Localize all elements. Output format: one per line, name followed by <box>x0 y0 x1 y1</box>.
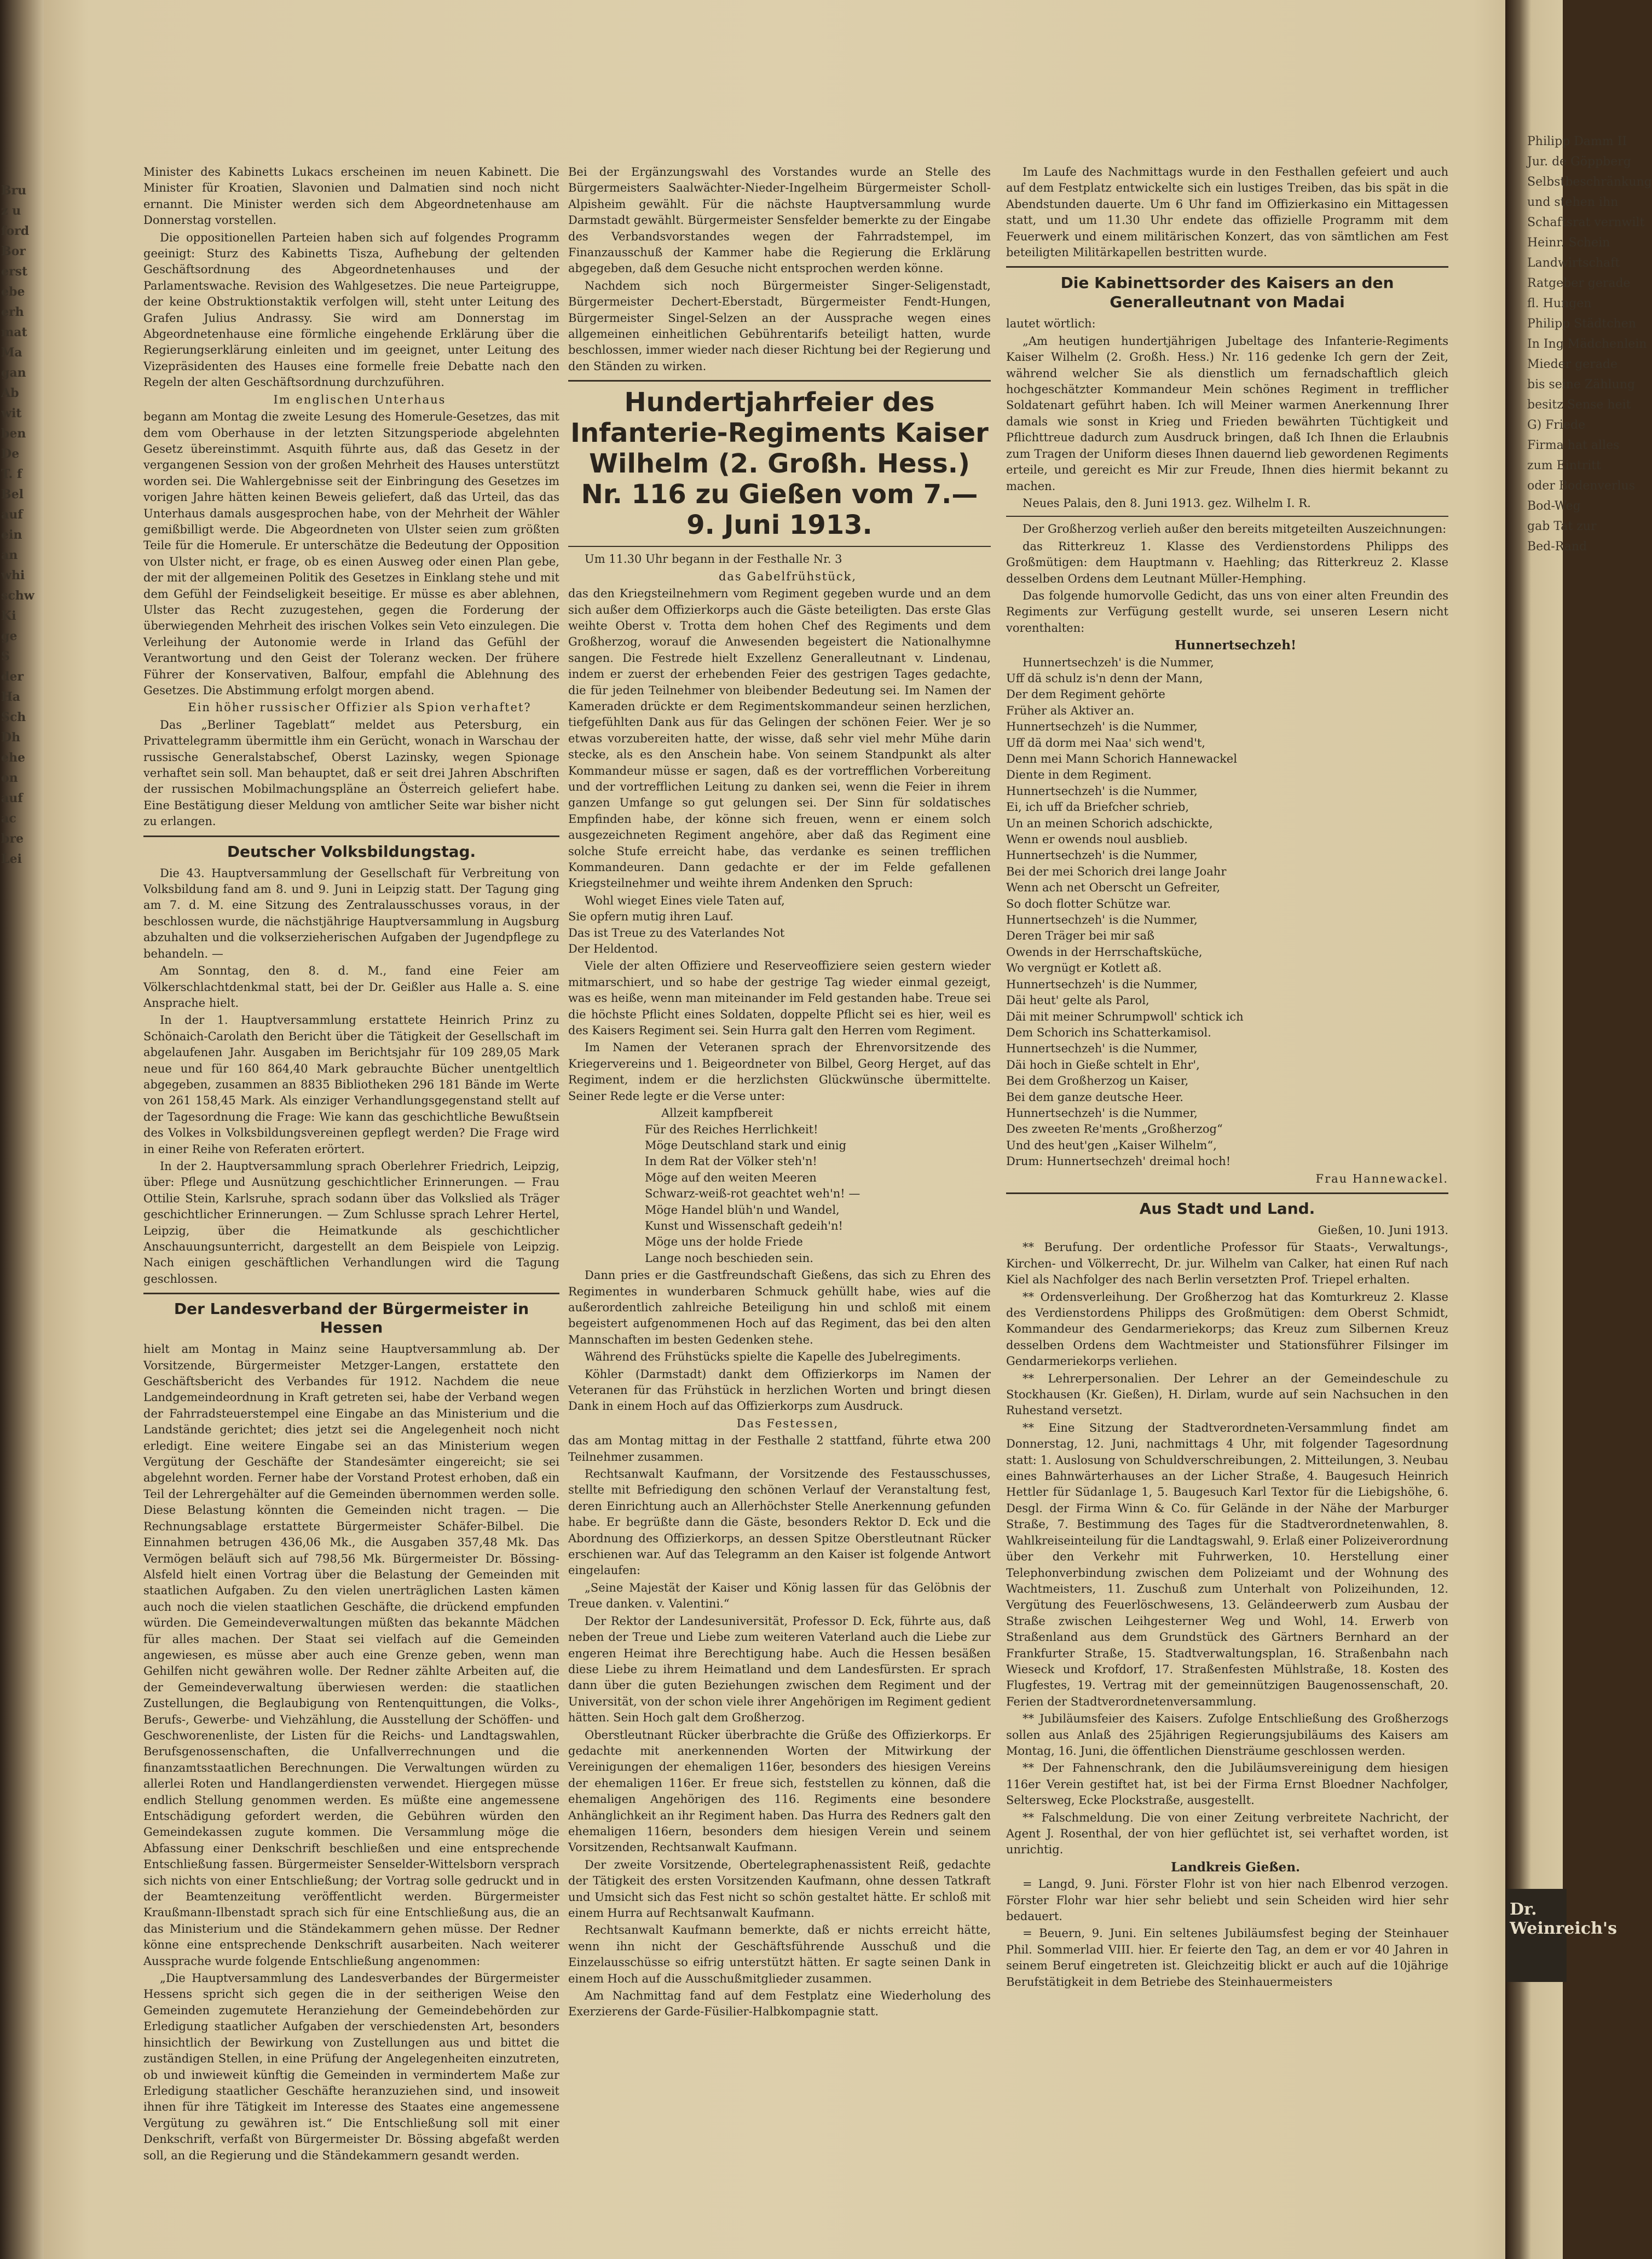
subheading-english-house: Im englischen Unterhaus <box>273 393 446 406</box>
paragraph-gedicht-intro: Das folgende humorvolle Gedicht, das uns von einer alten Freundin des Regiments zur Verfügung gestellt wurde, sei unseren Lesern nicht vorenthalten: <box>1006 589 1448 635</box>
previous-page-edge <box>0 0 44 2259</box>
gutter-fragment: oder Bodenverlus <box>1527 479 1636 493</box>
paragraph-election: Bei der Ergänzungswahl des Vorstandes wurde an Stelle des Bürgermeisters Saalwächter-Nieder-Ingelheim Bürgermeister Scholl-Alpisheim gewählt. Für die nächste Hauptversammlung wurde Darmstadt gewählt. Bürgermeister Sensfelder bemerkte zu der Eingabe des Verbandsvorstandes wegen der Fahrradstempel, im Finanzausschuß der Kammer habe die Regierung die Erklärung abgegeben, daß dem Gesuche nicht entsprochen werden könne. <box>568 165 991 275</box>
margin-fragment: S <box>1 649 10 664</box>
gutter-fragment: bis seine Zählung <box>1527 378 1635 391</box>
gutter-fragment: Landwirtschaft <box>1527 256 1620 270</box>
paragraph-nachmittag: Am Nachmittag fand auf dem Festplatz eine Wiederholung des Exerzierens der Garde-Füsilier-Halbkompagnie statt. <box>568 1989 991 2019</box>
previous-page-text-fragments <box>1 181 39 869</box>
paragraph-festrede: das den Kriegsteilnehmern vom Regiment gegeben wurde und an dem sich außer dem Offizierkorps auch die Gäste beteiligten. Das erste Glas weihte Oberst v. Trotta dem hohen Chef des Regiments und dem Großherzog, worauf die Anwesenden begeistert die Nationalhymne sangen. Die Festrede hielt Exzellenz Generalleutnant v. Lindenau, indem er zuerst der erhebenden Feier des gestrigen Tages gedachte, die für jeden Teilnehmer von bleibender Bedeutung sei. Im Namen der Kameraden drückte er dem Regimentskommandeur seinen herzlichen, tiefgefühlten Dank aus für das Gelingen der schönen Feier. Wer je so etwas vorzubereiten hatte, der wisse, daß sehr viel mehr Mühe darin stecke, als es den Anschein habe. Von seinem Standpunkt als alter Kommandeur müsse er sagen, daß es der vortrefflichen Vorbereitung und der vortrefflichen Leitung zu danken sei, wenn die Feier in ihrem ganzen Umfange so gut gelungen sei. Der Sinn für soldatisches Empfinden habe, der könne sich freuen, wenn er einem solch ausgezeichneten Regiment angehöre, aber daß das Regiment eine solche Stufe erreicht habe, das verdanke es seinen trefflichen Kommandeuren. Dann gedachte er der im Felde gefallenen Kriegsteilnehmer und weihte ihrem Andenken den Spruch: <box>568 587 991 890</box>
paragraph-gastfreundschaft: Dann pries er die Gastfreundschaft Gießens, das sich zu Ehren des Regimentes in wunderbaren Schmuck gehüllt habe, wies auf die außerordentlich zahlreiche Beteiligung hin und schloß mit einem begeistert aufgenommenen Hoch auf das Regiment, das bei den alten Mannschaften im besten Gedenken stehe. <box>568 1269 991 1346</box>
advertisement-fragment: Dr. Weinreich's <box>1506 1889 1567 1982</box>
paragraph-ritterkreuz: das Ritterkreuz 1. Klasse des Verdienstordens Philipps des Großmütigen: dem Hauptmann v. Haehling; das Ritterkreuz 2. Klasse desselben Ordens dem Leutnant Müller-Hemphing. <box>1006 539 1448 585</box>
paragraph-kapelle: Während des Frühstücks spielte die Kapelle des Jubelregiments. <box>585 1350 961 1364</box>
column-divider <box>1006 266 1448 268</box>
paragraph-resolution: „Die Hauptversammlung des Landesverbandes der Bürgermeister Hessens spricht sich gegen die in der seitherigen Weise den Gemeinden zugemutete Heranziehung der Gemeindebehörden zur Erledigung staatlicher Aufgaben der verschiedensten Art, besonders hinsichtlich der Bewirkung von Zustellungen aus und bittet die zuständigen Stellen, in eine Prüfung der Angelegenheiten einzutreten, ob und inwieweit künftig die Gemeinden in vermindertem Maße zur Erledigung staatlicher Geschäfte heranzuziehen sind, und insoweit ihnen für ihre Tätigkeit im Interesse des Staates eine angemessene Vergütung zu gewähren ist.“ Die Entschließung soll mit einer Denkschrift, verfaßt von Bürgermeister Dr. Bössing abgefaßt werden soll, an die Regierung und die Ständekammern gesandt werden. <box>143 1972 559 2162</box>
article-continuation-cabinet: Minister des Kabinetts Lukacs erscheinen im neuen Kabinett. Die Minister für Kroatien, Slavonien und Dalmatien sind noch nicht ernannt. Die Minister werden sich dem Abgeordnetenhause am Donnerstag vorstellen. <box>143 165 559 227</box>
margin-fragment: z u <box>1 204 21 218</box>
margin-fragment: an <box>1 548 18 562</box>
paragraph-volksbildung-1: Die 43. Hauptversammlung der Gesellschaft für Verbreitung von Volksbildung fand am 8. und 9. Juni in Leipzig statt. Der Tagung ging am 7. d. M. eine Sitzung des Zentralausschusses voraus, in der beschlossen wurde, die nächstjährige Hauptversammlung in Augsburg abzuhalten und die volkserzieherischen Aufgaben der Jugendpflege zu behandeln. — <box>143 866 559 960</box>
paragraph-festhalle: Um 11.30 Uhr begann in der Festhalle Nr. 3 <box>585 552 842 566</box>
column-1 <box>143 164 559 2243</box>
margin-fragment: Bel <box>1 487 24 502</box>
paragraph-opposition: Die oppositionellen Parteien haben sich auf folgendes Programm geeinigt: Sturz des Kabinetts Tisza, Aufhebung der geltenden Geschäftsordnung des Abgeordnetenhauses und der Parlamentswache. Revision des Wahlgesetzes. Die neue Parteigruppe, der keine Obstruktionstaktik verfolgen will, steht unter Leitung des Grafen Julius Andrassy. Sie wird am Donnerstag im Abgeordnetenhause eine förmliche eingehende Erklärung über die Regierungserklärung einleiten und im geeignet, unter Leitung des Vizepräsidenten des Hauses eine formelle freie Debatte nach den Regeln der alten Geschäftsordnung durchzuführen. <box>143 230 559 389</box>
margin-fragment: ford <box>1 224 30 238</box>
margin-fragment: erh <box>1 305 24 319</box>
paragraph-homerule: begann am Montag die zweite Lesung des Homerule-Gesetzes, das mit dem vom Oberhause in der letzten Sitzungsperiode abgelehnten Gesetz übereinstimmt. Asquith führte aus, daß das Gesetz in der vergangenen Session von der großen Mehrheit des Hauses unterstützt worden sei. Die Wahlergebnisse seit der Einbringung des Gesetzes im vorigen Jahre hätten keinen Beweis geliefert, daß das Urteil, das das Unterhaus damals ausgesprochen habe, von der Mehrheit der Wähler gemißbilligt werde. Die Abgeordneten von Ulster seien zum größten Teile für die Homerule. Er unterschätze die Bedeutung der Opposition von Ulster nicht, er frage, ob es einen Ausweg oder einen Plan gebe, der mit der allgemeinen Politik des Gesetzes in Einklang stehe und mit dem Gefühl der Feindseligkeit beseitige. Er müsse es aber ablehnen, Ulster das Recht zuzugestehen, gegen die Forderung der überwiegenden Mehrheit des irischen Volkes sein Veto einzulegen. Die Verleihung der Autonomie werde in Irland das Gefühl der Verantwortung und den Geist der Toleranz wecken. Der frühere Führer der Konservativen, Balfour, empfahl die Ablehnung des Gesetzes. Die Abstimmung erfolgt morgen abend. <box>143 410 559 697</box>
column-divider <box>1006 516 1448 517</box>
paragraph-gebuehrentarif: Nachdem sich noch Bürgermeister Singer-Seligenstadt, Bürgermeister Dechert-Eberstadt, Bürgermeister Fendt-Hungen, Bürgermeister Singel-Selzen an der Aussprache wegen eines allgemeinen einheitlichen Gebührentarifs beteiligt hatten, wurde beschlossen, immer wieder nach dieser Richtung bei der Regierung und den Ständen zu wirken. <box>568 279 991 373</box>
column-2 <box>568 164 991 2243</box>
gutter-fragment: In Ing Mädchenlein <box>1527 337 1647 351</box>
verse-heldentod: Wohl wieget Eines viele Taten auf, Sie opfern mutig ihren Lauf. Das ist Treue zu des Vaterlandes Not Der Heldentod. <box>568 894 785 956</box>
gutter-fragment: Mieder gerade <box>1527 358 1618 371</box>
gutter-fragment: besitz Sense heit <box>1527 398 1631 412</box>
margin-fragment: Ki <box>1 609 16 623</box>
next-page-edge <box>1505 0 1652 2259</box>
verse-kampfbereit: Allzeit kampfbereit Für des Reiches Herrlichkeit! Möge Deutschland stark und einig In dem Rat der Völker steh'n! Möge auf den weiten Meeren Schwarz-weiß-rot geachtet weh'n! — Möge Handel blüh'n und Wandel, Kunst und Wissenschaft gedeih'n! Möge uns der holde Friede Lange noch beschieden sein. <box>645 1107 860 1265</box>
headline-stadt-und-land: Aus Stadt und Land. <box>1139 1199 1315 1218</box>
margin-fragment: schw <box>1 589 34 603</box>
paragraph-koehler: Köhler (Darmstadt) dankt dem Offizierkorps im Namen der Veteranen für das Frühstück in herzlichen Worten und bringt diesen Dank in einem Hoch auf das Offizierkorps zum Ausdruck. <box>568 1367 991 1413</box>
paragraph-buergermeister-1: hielt am Montag in Mainz seine Hauptversammlung ab. Der Vorsitzende, Bürgermeister Metzger-Langen, erstattete den Geschäftsbericht des Verbandes für 1912. Nachdem die neue Landgemeindeordnung in Kraft getreten sei, habe der Verband wegen der Fahrradsteuerstempel eine Eingabe an das Ministerium und die Landstände gerichtet; dies jetzt sei die Angelegenheit noch nicht erledigt. Eine weitere Eingabe sei an das Ministerium wegen Vergütung der Geschäfte der Standesämter eingereicht; sie sei abgelehnt worden. Ferner habe der Vorstand Protest erhoben, daß ein Teil der Lehrergehälter auf die Gemeinden übernommen werden solle. Diese Belastung könnten die Gemeinden nicht tragen. — Die Rechnungsablage erstattete Bürgermeister Schäfer-Bilbel. Die Einnahmen betrugen 436,06 Mk., die Ausgaben 357,48 Mk. Das Vermögen beläuft sich auf 798,56 Mk. Bürgermeister Dr. Bössing-Alsfeld hielt einen Vortrag über die Belastung der Gemeinden mit staatlichen Aufgaben. Zu den vielen unerträglichen Lasten kämen auch noch die vielen staatlichen Geschäfte, die drückend empfunden würden. Die Gemeindeverwaltungen müßten das bekannte Mädchen für alles machen. Der Staat sei vielfach auf die Gemeinden angewiesen, es müsse aber auch eine Grenze geben, wenn man Gehilfen nicht gewähren wolle. Der Redner zählte Arbeiten auf, die der Gemeindeverwaltung überwiesen werden: die staatlichen Zustellungen, die Beglaubigung von Rentenquittungen, die Volks-, Berufs-, Gewerbe- und Viehzählung, die Ausstellung der Schöffen- und Geschworenenliste, der Listen für die Reichs- und Landtagswahlen, Berufsgenossenschaften, die Unfallverrechnungen und die finanzamtsstaatlichen Berechnungen. Die Verwaltungen würden zu allerlei Roten und Handlangerdiensten verwendet. Hiergegen müsse endlich Stellung genommen werden. Es müßte eine angemessene Entschädigung gefordert werden, die Gebühren würden den Gemeindekassen zugute kommen. Die Versammlung möge die Abfassung einer Denkschrift beschließen und eine entsprechende Entschließung fassen. Bürgermeister Senselder-Wittelsborn versprach sich nichts von einer Entschließung; der Vortrag solle gedruckt und in der Beamtenzeitung veröffentlicht werden. Bürgermeister Kraußmann-Ilbenstadt sprach sich für eine Entschließung aus, die an das Ministerium und die Ständekammern gehen müsse. Der Redner könne eine entsprechende Denkschrift ausarbeiten. Nach weiterer Aussprache wurde folgende Entschließung angenommen: <box>143 1342 559 1968</box>
news-berufung: ** Berufung. Der ordentliche Professor für Staats-, Verwaltungs-, Kirchen- und Völkerrecht, Dr. jur. Wilhelm van Calker, hat einen Ruf nach Kiel als Nachfolger des nach Berlin versetzten Prof. Triepel erhalten. <box>1006 1241 1448 1287</box>
margin-fragment: Bor <box>1 244 26 258</box>
column-divider <box>1006 1192 1448 1194</box>
news-stadtverordneten: ** Eine Sitzung der Stadtverordneten-Versammlung findet am Donnerstag, 12. Juni, nachmittags 4 Uhr, mit folgender Tagesordnung statt: 1. Auslosung von Schuldverschreibungen, 2. Mitteilungen, 3. Neubau eines Bahnwärterhauses an der Licher Straße, 4. Baugesuch Heinrich Hettler für Südanlage 1, 5. Baugesuch Karl Textor für die Liebigshöhe, 6. Desgl. der Firma Winn & Co. für Gelände in der Nähe der Marburger Straße, 7. Bestimmung des Tages für die Stadtverordnetenwahlen, 8. Wahlkreiseinteilung für die Landtagswahl, 9. Erlaß einer Polizeiverordnung über den Verkehr mit Fuhrwerken, 10. Herstellung einer Telephonverbindung zwischen dem Polizeiamt und der Wohnung des Wachtmeisters, 11. Zuschuß zum Unterhalt von Polizeihunden, 12. Vergütung des Feuerlöschwesens, 13. Geländeerwerb zum Ausbau der Straße zwischen Leihgesterner Weg und Wohl, 14. Erwerb von Straßenland aus dem Grundstück des Gärtners Bernhard an der Frankfurter Straße, 15. Stadtverwaltungsplan, 16. Straßenbahn nach Wieseck und Krofdorf, 17. Straßenfesten Mühlstraße, 18. Kosten des Flugfestes, 19. Vertrag mit der gemeinnützigen Baugenossenschaft, 20. Ferien der Stadtverordnetenversammlung. <box>1006 1421 1448 1708</box>
paragraph-dank: Rechtsanwalt Kaufmann bemerkte, daß er nichts erreicht hätte, wenn ihn nicht der Geschäftsführende Ausschuß und die Einzelausschüsse so eifrig unterstützt hätten. Er sagte seinen Dank in einem Hoch auf die Ausschußmitglieder zusammen. <box>568 1923 991 1985</box>
margin-fragment: ge <box>1 629 18 643</box>
news-ordensverleihung: ** Ordensverleihung. Der Großherzog hat das Komturkreuz 2. Klasse des Verdienstordens Philipps des Großmütigen: dem Oberst Schmidt, Kommandeur des Gendarmeriekorps; das Kreuz zum Silbernen Kreuz desselben Ordens dem Wachtmeister und Stationsführer Filsinger im Gendarmeriekorps verliehen. <box>1006 1290 1448 1368</box>
poem-title: Hunnertsechzeh! <box>1174 638 1297 653</box>
gutter-fragment: Bed-Rand <box>1527 540 1587 554</box>
column-3 <box>1006 164 1448 2243</box>
poem-author: Frau Hannewackel. <box>1315 1172 1448 1185</box>
column-divider <box>568 380 991 382</box>
margin-fragment: der <box>1 670 24 684</box>
paragraph-order-signature: Neues Palais, den 8. Juni 1913. gez. Wilhelm I. R. <box>1023 496 1311 510</box>
paragraph-spy: Das „Berliner Tageblatt“ meldet aus Petersburg, ein Privattelegramm übermittle ihm ein Gerücht, wonach in Warschau der russische Generalstabschef, Oberst Lazinsky, wegen Spionage verhaftet sein soll. Man behauptet, daß er seit drei Jahren Abschriften der russischen Mobilmachungspläne an Österreich geliefert habe. Eine Bestätigung dieser Meldung von amtlicher Seite war bisher nicht zu erlangen. <box>143 718 559 828</box>
news-lehrerpersonalien: ** Lehrerpersonalien. Der Lehrer an der Gemeindeschule zu Stockhausen (Kr. Gießen), H. Dirlam, wurde auf sein Nachsuchen in den Ruhestand versetzt. <box>1006 1371 1448 1417</box>
margin-fragment: auf <box>1 791 23 805</box>
column-divider <box>143 835 559 837</box>
paragraph-rektor: Der Rektor der Landesuniversität, Professor D. Eck, führte aus, daß neben der Treue und Liebe zum weiteren Vaterland auch die Liebe zur engeren Heimat ihre Berechtigung habe. Auch die Hessen besäßen diese Liebe zu ihrem Heimatland und dem Landesfürsten. Er sprach dann über die guten Beziehungen zwischen dem Regiment und der Universität, von der schon viele ihrer Angehörigen im Regiment gedient hätten. Sein Hoch galt dem Großherzog. <box>568 1614 991 1725</box>
gutter-fragment: Bod-Weg <box>1527 499 1581 513</box>
margin-fragment: ein <box>1 528 22 542</box>
headline-volksbildungstag: Deutscher Volksbildungstag. <box>227 842 476 861</box>
margin-fragment: De <box>1 447 20 461</box>
gutter-fragment: fl. Hungen <box>1527 297 1592 310</box>
paragraph-volksbildung-2: Am Sonntag, den 8. d. M., fand eine Feier am Völkerschlachtdenkmal statt, bei der Dr. Geißler aus Halle a. S. eine Ansprache hielt. <box>143 964 559 1010</box>
poem-hunnertsechzeh: Hunnertsechzeh' is die Nummer, Uff dä schulz is'n denn der Mann, Der dem Regiment gehörte Früher als Aktiver an. Hunnertsechzeh' is die Nummer, Uff dä dorm mei Naa' sich wend't, Denn mei Mann Schorich Hannewackel Diente in dem Regiment. Hunnertsechzeh' is die Nummer, Ei, ich uff da Briefcher schrieb, Un an meinen Schorich adschickte, Wenn er owends noul ausblieb. Hunnertsechzeh' is die Nummer, Bei der mei Schorich drei lange Joahr Wenn ach net Oberscht un Gefreiter, So doch flotter Schütze war. Hunnertsechzeh' is die Nummer, Deren Träger bei mir saß Owends in der Herrschaftsküche, Wo vergnügt er Kotlett aß. Hunnertsechzeh' is die Nummer, Däi heut' gelte als Parol, Däi mit meiner Schrumpwoll' schtick ich Dem Schorich ins Schatterkamisol. Hunnertsechzeh' is die Nummer, Däi hoch in Gieße schtelt in Ehr', Bei dem Großherzog un Kaiser, Bei dem ganze deutsche Heer. Hunnertsechzeh' is die Nummer, Des zweeten Re'ments „Großherzog“ Und des heut'gen „Kaiser Wilhelm“, Drum: Hunnertsechzeh' dreimal hoch! <box>1006 655 1244 1168</box>
dateline: Gießen, 10. Juni 1913. <box>1318 1223 1448 1237</box>
margin-fragment: Sch <box>1 710 26 724</box>
paragraph-reiss: Der zweite Vorsitzende, Obertelegraphenassistent Reiß, gedachte der Tätigkeit des ersten Vorsitzenden Kaufmann, ohne dessen Tatkraft und Umsicht sich das Fest nicht so schön gestaltet hätte. Er schloß mit einem Hurra auf Rechtsanwalt Kaufmann. <box>568 1858 991 1920</box>
margin-fragment: on <box>1 771 18 785</box>
margin-fragment: Ha <box>1 690 21 704</box>
news-langd: = Langd, 9. Juni. Förster Flohr ist von hier nach Elbenrod verzogen. Förster Flohr war hier sehr beliebt und sein Scheiden wird hier sehr bedauert. <box>1006 1877 1448 1923</box>
news-falschmeldung: ** Falschmeldung. Die von einer Zeitung verbreitete Nachricht, der Agent J. Rosenthal, der von hier geflüchtet ist, sei verhaftet worden, ist unrichtig. <box>1006 1811 1448 1857</box>
gutter-fragment: Schaftsrat vernwilt <box>1527 216 1645 229</box>
subheading-russian-spy: Ein höher russischer Offizier als Spion verhaftet? <box>188 701 532 714</box>
margin-fragment: ac <box>1 811 16 826</box>
paragraph-telegramm: „Seine Majestät der Kaiser und König lassen für das Gelöbnis der Treue danken. v. Valentini.“ <box>568 1581 991 1611</box>
margin-fragment: ehe <box>1 751 25 765</box>
gutter-fragment: gab Tat zur <box>1527 520 1597 533</box>
margin-fragment: wit <box>1 406 22 420</box>
gutter-fragment: G) Friede <box>1527 418 1586 432</box>
margin-fragment: auf <box>1 508 23 522</box>
margin-fragment: whi <box>1 568 25 583</box>
gutter-fragment: Philipp Damm II <box>1527 135 1627 148</box>
paragraph-volksbildung-3: In der 1. Hauptversammlung erstattete Heinrich Prinz zu Schönaich-Carolath den Bericht über die Tätigkeit der Gesellschaft im abgelaufenen Jahr. Ausgaben im Berichtsjahr für 109 289,05 Mark neue und für 160 864,40 Mark gebrauchte Bücher unentgeltlich abgegeben, zusammen an 8835 Bibliotheken 296 181 Bände im Werte von 261 158,45 Mark. Als einziger Verhandlungsgegenstand stellt auf der Tagesordnung die Frage: Wie kann das geschichtliche Bewußtsein des Volkes in Volksbildungsvereinen gepflegt werden? Die Frage wird in einer Reihe von Referaten erörtert. <box>143 1013 559 1156</box>
paragraph-order-text: „Am heutigen hundertjährigen Jubeltage des Infanterie-Regiments Kaiser Wilhelm (2. Großh. Hess.) Nr. 116 gedenke Ich gern der Zeit, während welcher Sie als dienstlich um fernadschaftlich gleich hochgeschätzter Kommandeur Mein schönes Regiment in trefflicher Soldatenart geführt haben. Ich will Meiner warmen Anerkennung Ihrer damals wie sonst in Krieg und Frieden bewährten Tüchtigkeit und Pflichttreue dadurch zum Ausdruck bringen, daß Ich Ihnen die Erlaubnis zum Tragen der Uniform dieses Ihnen dauernd lieb gewordenen Regiments erteile, und gereicht es Mir zur Freude, Ihnen dies hiermit bekannt zu machen. <box>1006 334 1448 493</box>
margin-fragment: Ab <box>1 386 19 400</box>
headline-hundertjahrfeier: Hundertjahrfeier des Infanterie-Regiments Kaiser Wilhelm (2. Großh. Hess.) Nr. 116 zu Gießen vom 7.—9. Juni 1913. <box>570 387 989 541</box>
paragraph-ruecker: Oberstleutnant Rücker überbrachte die Grüße des Offizierkorps. Er gedachte mit anerkennenden Worten der Mitwirkung der Vereinigungen der ehemaligen 116er, besonders des hiesigen Vereins der ehemaligen 116er. Er freue sich, feststellen zu können, daß die ehemaligen Angehörigen des 116. Regiments eine besondere Anhänglichkeit an ihr Regiment haben. Das Hurra des Redners galt den ehemaligen 116ern, besonders dem hiesigen Verein und seinem Vorsitzenden, Rechtsanwalt Kaufmann. <box>568 1728 991 1854</box>
margin-fragment: Lei <box>1 852 22 866</box>
headline-kabinettsorder: Die Kabinettsorder des Kaisers an den Generalleutnant von Madai <box>1060 274 1394 312</box>
margin-fragment: bre <box>1 832 24 846</box>
news-beuern: = Beuern, 9. Juni. Ein seltenes Jubiläumsfest beging der Steinhauer Phil. Sommerlad VIII. hier. Er feierte den Tag, an dem er vor 40 Jahren in seinem Beruf eingetreten ist. Gleichzeitig blickt er auch auf die 10jährige Berufstätigkeit in dem Betriebe des Steinhauermeisters <box>1006 1927 1448 1989</box>
subheading-festessen: Das Festessen, <box>736 1416 839 1430</box>
gutter-fragment: Heinr. Schein <box>1527 236 1610 250</box>
margin-fragment: Bru <box>1 183 27 198</box>
paragraph-festessen: das am Montag mittag in der Festhalle 2 stattfand, führte etwa 200 Teilnehmer zusammen. <box>568 1434 991 1463</box>
margin-fragment: Ma <box>1 345 22 360</box>
subheading-gabelfruehstueck: das Gabelfrühstück, <box>718 569 857 583</box>
gutter-fragment: Philipp Städtchen <box>1527 317 1636 331</box>
paragraph-lautet: lautet wörtlich: <box>1006 317 1096 331</box>
gutter-fragment: Jur. de Göppberg <box>1527 155 1631 169</box>
margin-fragment: ben <box>1 427 26 441</box>
paragraph-kaufmann: Rechtsanwalt Kaufmann, der Vorsitzende des Festausschusses, stellte mit Befriedigung den schönen Verlauf der Veranstaltung fest, deren Einrichtung auch an Allerhöchster Stelle Anerkennung gefunden habe. Er begrüßte dann die Gäste, besonders Rektor D. Eck und die Abordnung des Offizierkorps, an dessen Spitze Oberstleutnant Rücker erschienen war. Auf das Telegramm an den Kaiser ist folgende Antwort eingelaufen: <box>568 1467 991 1577</box>
gutter-fragment: Firma hat alles <box>1527 439 1620 452</box>
next-page-text-fragments <box>1527 131 1652 557</box>
gutter-fragment: Selbstbeschränkung <box>1527 175 1652 189</box>
paragraph-veteranen: Im Namen der Veteranen sprach der Ehrenvorsitzende des Kriegervereins und 1. Beigeordneter von Bilbel, Georg Herget, auf das Regiment, indem er die herzlichsten Glückwünsche übermittelte. Seiner Rede legte er die Verse unter: <box>568 1041 991 1103</box>
margin-fragment: ebe <box>1 285 25 299</box>
paragraph-volksbildung-4: In der 2. Hauptversammlung sprach Oberlehrer Friedrich, Leipzig, über: Pflege und Ausnützung geschichtlicher Erinnerungen. — Frau Ottilie Stein, Karlsruhe, sprach sodann über das Volkslied als Träger geschichtlicher Erinnerungen. — Zum Schlusse sprach Lehrer Hertel, Leipzig, über die Heimatkunde als geschichtlicher Anschauungsunterricht, dargestellt an dem Beispiele von Leipzig. Nach einigen geschäftlichen Verhandlungen wird die Tagung geschlossen. <box>143 1159 559 1286</box>
gutter-fragment: Ratgeber gerade <box>1527 276 1631 290</box>
paragraph-festhallen: Im Laufe des Nachmittags wurde in den Festhallen gefeiert und auch auf dem Festplatz entwickelte sich ein lustiges Treiben, das bis spät in die Abendstunden dauerte. Um 6 Uhr fand im Offizierkasino ein Mittagessen statt, und um 11.30 Uhr endete das offizielle Programm mit dem Feuerwerk und einem militärischen Konzert, das von sämtlichen am Fest beteiligten Militärkapellen bestritten wurde. <box>1006 165 1448 260</box>
column-divider <box>143 1293 559 1294</box>
margin-fragment: gan <box>1 366 26 380</box>
column-divider <box>568 546 991 547</box>
paragraph-auszeichnungen: Der Großherzog verlieh außer den bereits mitgeteilten Auszeichnungen: <box>1023 522 1447 536</box>
news-jubilaeum: ** Jubiläumsfeier des Kaisers. Zufolge Entschließung des Großherzogs sollen aus Anlaß des 25jährigen Regierungsjubiläums des Kaisers am Montag, 16. Juni, die öffentlichen Diensträume geschlossen werden. <box>1006 1712 1448 1757</box>
margin-fragment: Dh <box>1 730 21 745</box>
margin-fragment: erst <box>1 264 28 279</box>
margin-fragment: mat <box>1 325 27 339</box>
paragraph-offiziere: Viele der alten Offiziere und Reserveoffiziere seien gestern wieder mitmarschiert, und so habe der gestrige Tag wieder einmal gezeigt, was es heiße, wenn man miteinander im Feld gestanden habe. Treue sei die höchste Pflicht eines Soldaten, doppelte Pflicht sei es hier, weil es des Kaisers Regiment sei. Sein Hurra galt den Herren vom Regiment. <box>568 959 991 1038</box>
gutter-fragment: zum Eintritt <box>1527 459 1601 472</box>
news-fahnenschrank: ** Der Fahnenschrank, den die Jubiläumsvereinigung dem hiesigen 116er Verein gestiftet hat, ist bei der Firma Ernst Bloedner Nachfolger, Seltersweg, Ecke Plockstraße, ausgestellt. <box>1006 1761 1448 1807</box>
headline-buergermeister: Der Landesverband der Bürgermeister in Hessen <box>174 1300 529 1337</box>
section-landkreis: Landkreis Gießen. <box>1170 1859 1301 1875</box>
margin-fragment: T. f <box>1 467 22 481</box>
gutter-fragment: und stehen ihn <box>1527 195 1619 209</box>
